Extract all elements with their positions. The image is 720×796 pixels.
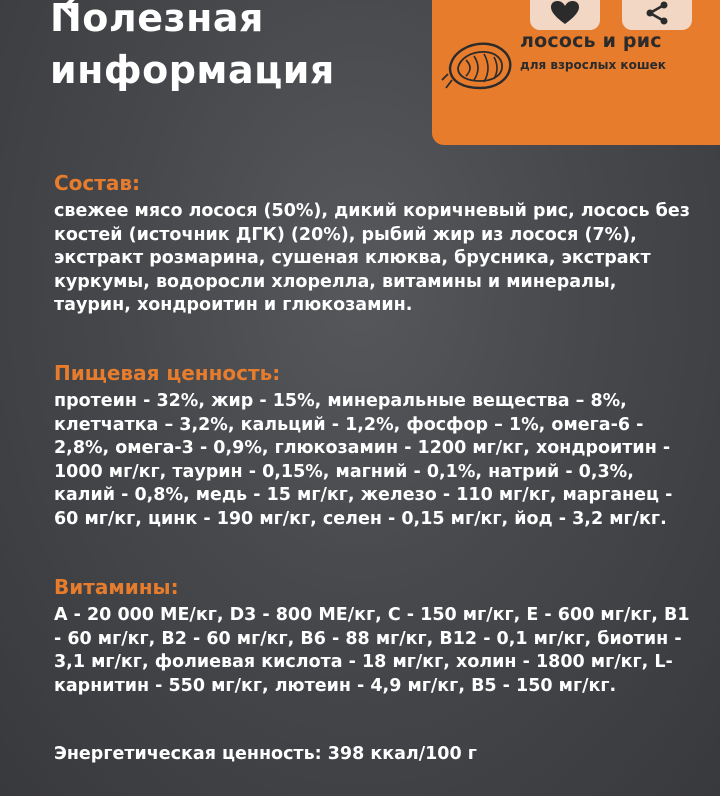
page-title xyxy=(50,0,335,96)
heart-icon xyxy=(550,0,580,26)
vitamins-text: А - 20 000 МЕ/кг, D3 - 800 МЕ/кг, С - 150 мг/кг, Е - 600 мг/кг, B1 - 60 мг/кг, B2 - 60 мг/кг, B6 - 88 мг/кг, B12 - 0,1 мг/кг, биотин - 3,1 мг/кг, фолиевая кислота - 18 мг/кг, холин - 1800 мг/кг, L-карнитин - 550 мг/кг, лютеин - 4,9 мг/кг, B5 - 150 мг/кг. xyxy=(54,605,690,696)
product-banner xyxy=(432,0,720,145)
page-title-line-1: Полезная xyxy=(50,0,264,40)
nutrition-text: протеин - 32%, жир - 15%, минеральные вещества – 8%, клетчатка – 3,2%, кальций - 1,2%, фосфор – 1%, омега-6 - 2,8%, омега-3 - 0,9%, глюкозамин - 1200 мг/кг, хондроитин - 1000 мг/кг, таурин - 0,15%, магний - 0,1%, натрий - 0,3%, калий - 0,8%, медь - 15 мг/кг, железо - 110 мг/кг, марганец - 60 мг/кг, цинк - 190 мг/кг, селен - 0,15 мг/кг, йод - 3,2 мг/кг. xyxy=(54,391,673,529)
product-subtitle: для взрослых кошек xyxy=(520,58,666,72)
composition-heading: Состав: xyxy=(54,171,141,195)
vitamins-heading: Витамины: xyxy=(54,575,179,599)
page-title-line-2: информация xyxy=(50,48,335,92)
energy-value: Энергетическая ценность: 398 ккал/100 г xyxy=(54,744,477,764)
favorite-button[interactable] xyxy=(530,0,600,30)
composition-section xyxy=(54,170,694,318)
product-name: лосось и рис xyxy=(520,30,662,52)
share-button[interactable] xyxy=(622,0,692,30)
salmon-steak-icon xyxy=(440,30,520,100)
nutrition-section xyxy=(54,360,694,532)
share-icon xyxy=(644,0,670,26)
nutrition-heading: Пищевая ценность: xyxy=(54,361,281,385)
vitamins-section xyxy=(54,574,694,698)
composition-text: свежее мясо лосося (50%), дикий коричневый рис, лосось без костей (источник ДГК) (20%), рыбий жир из лосося (7%), экстракт розмарина, сушеная клюква, брусника, экстракт куркумы, водоросли хлорелла, витамины и минералы, таурин, хондроитин и глюкозамин. xyxy=(54,201,690,316)
